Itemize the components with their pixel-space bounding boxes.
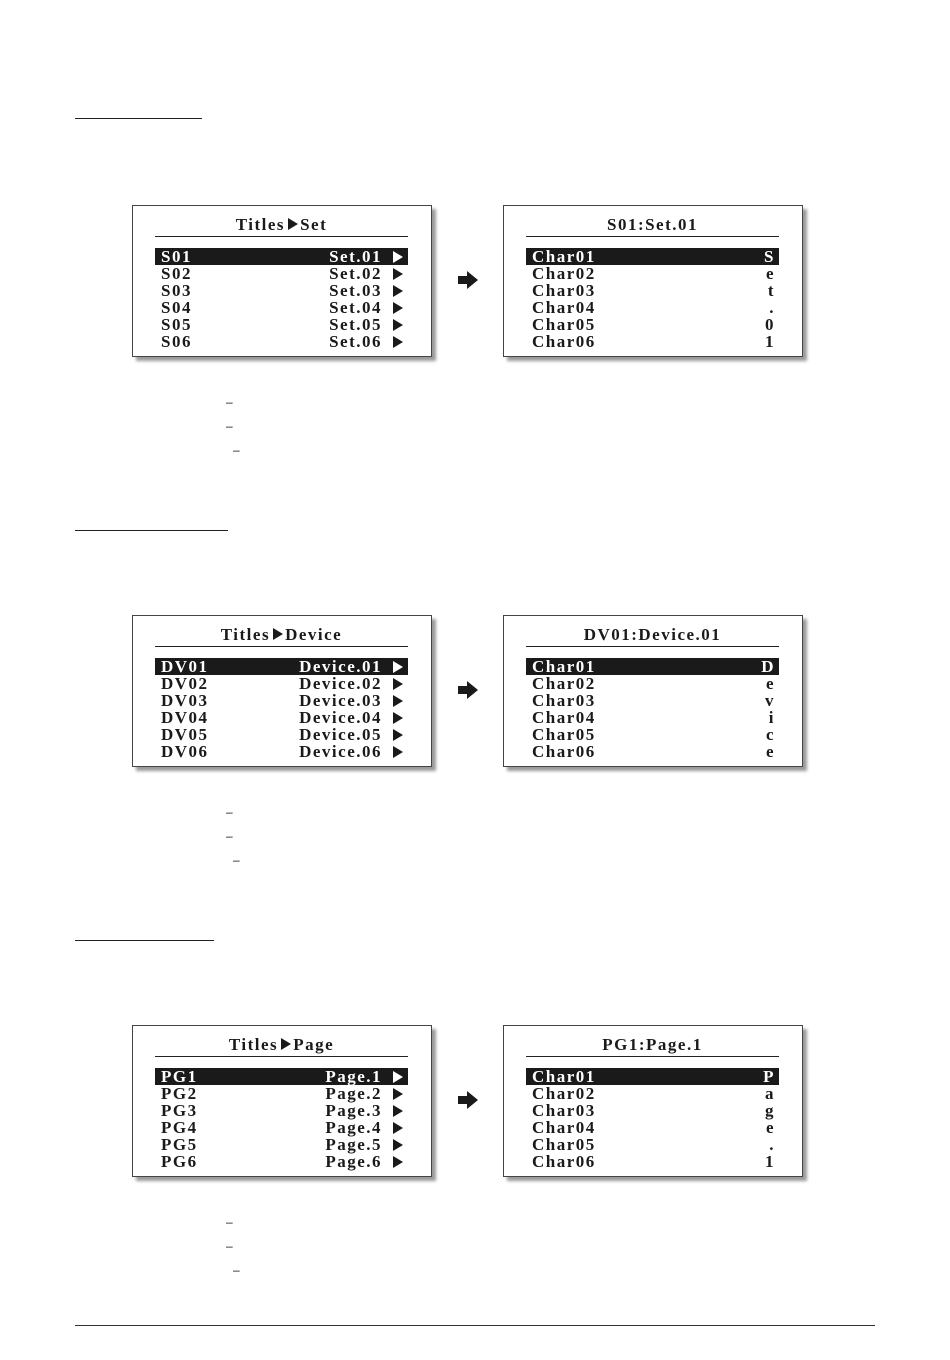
row-value: e — [765, 264, 775, 283]
menu-row[interactable] — [155, 692, 408, 709]
row-key: DV06 — [161, 742, 209, 761]
menu-row[interactable] — [155, 743, 408, 760]
row-value: Set.06 — [329, 332, 382, 351]
row-value: e — [765, 674, 775, 693]
menu-row[interactable] — [155, 675, 408, 692]
play-triangle-icon — [288, 218, 298, 230]
row-key: Char02 — [532, 674, 596, 693]
row-key: Char03 — [532, 281, 596, 300]
row-value: e — [765, 1118, 775, 1137]
dash-mark: – — [226, 805, 233, 819]
right-arrow-icon — [393, 746, 403, 758]
char-row-selected[interactable] — [526, 658, 779, 675]
menu-row[interactable] — [155, 1085, 408, 1102]
row-key: Char06 — [532, 1152, 596, 1171]
row-value: . — [769, 298, 775, 317]
menu-row[interactable] — [155, 1119, 408, 1136]
row-value: e — [765, 742, 775, 761]
char-row[interactable] — [526, 1102, 779, 1119]
row-key: Char01 — [532, 657, 596, 676]
row-value: Device.05 — [299, 725, 382, 744]
char-row[interactable] — [526, 282, 779, 299]
right-arrow-icon — [393, 251, 403, 263]
right-arrow-icon — [393, 678, 403, 690]
row-value: . — [769, 1135, 775, 1154]
row-value: a — [765, 1084, 775, 1103]
row-key: Char01 — [532, 247, 596, 266]
row-value: c — [765, 725, 775, 744]
row-key: DV02 — [161, 674, 209, 693]
section-heading-underline — [75, 940, 214, 941]
row-key: Char03 — [532, 691, 596, 710]
title-prefix: Titles — [220, 625, 271, 644]
row-value: Set.03 — [329, 281, 382, 300]
row-value: Set.02 — [329, 264, 382, 283]
row-value: 0 — [765, 315, 775, 334]
title-suffix: Page — [293, 1035, 335, 1054]
char-row[interactable] — [526, 316, 779, 333]
row-key: S02 — [161, 264, 192, 283]
flow-arrow-icon — [457, 270, 479, 290]
char-row[interactable] — [526, 1153, 779, 1170]
char-list — [526, 248, 779, 350]
lcd-titles-set-screen — [132, 205, 432, 357]
dash-mark: – — [226, 1215, 233, 1229]
row-value: Device.04 — [299, 708, 382, 727]
screen-title: PG1:Page.1 — [526, 1034, 779, 1057]
menu-row-selected[interactable] — [155, 658, 408, 675]
lcd-set-char-screen — [503, 205, 803, 357]
row-value: Device.01 — [299, 657, 382, 676]
play-triangle-icon — [273, 628, 283, 640]
row-key: S05 — [161, 315, 192, 334]
right-arrow-icon — [393, 1122, 403, 1134]
row-key: DV03 — [161, 691, 209, 710]
row-key: DV05 — [161, 725, 209, 744]
menu-row[interactable] — [155, 709, 408, 726]
row-key: Char04 — [532, 708, 596, 727]
row-value: Set.01 — [329, 247, 382, 266]
screen-title — [155, 1034, 408, 1057]
row-key: PG3 — [161, 1101, 198, 1120]
row-value: Page.5 — [325, 1135, 382, 1154]
title-prefix: Titles — [228, 1035, 279, 1054]
row-key: PG4 — [161, 1118, 198, 1137]
row-value: Device.03 — [299, 691, 382, 710]
menu-list — [155, 248, 408, 350]
dash-mark: – — [226, 1239, 233, 1253]
row-value: Set.05 — [329, 315, 382, 334]
screen-title — [155, 624, 408, 647]
menu-list — [155, 1068, 408, 1170]
right-arrow-icon — [393, 1156, 403, 1168]
row-key: DV01 — [161, 657, 209, 676]
menu-row[interactable] — [155, 1136, 408, 1153]
row-value: t — [767, 281, 775, 300]
row-key: PG6 — [161, 1152, 198, 1171]
right-arrow-icon — [393, 1105, 403, 1117]
row-key: S06 — [161, 332, 192, 351]
menu-row[interactable] — [155, 265, 408, 282]
dash-mark: – — [226, 419, 233, 433]
dash-mark: – — [233, 1263, 240, 1277]
title-prefix: Titles — [235, 215, 286, 234]
char-row[interactable] — [526, 1085, 779, 1102]
char-row[interactable] — [526, 692, 779, 709]
menu-row[interactable] — [155, 299, 408, 316]
char-list — [526, 1068, 779, 1170]
dash-mark: – — [233, 853, 240, 867]
row-value: Device.06 — [299, 742, 382, 761]
row-key: Char01 — [532, 1067, 596, 1086]
menu-row-selected[interactable] — [155, 1068, 408, 1085]
row-key: Char02 — [532, 264, 596, 283]
right-arrow-icon — [393, 1088, 403, 1100]
char-row[interactable] — [526, 1136, 779, 1153]
footer-divider — [75, 1325, 875, 1326]
row-key: S01 — [161, 247, 192, 266]
screen-title: DV01:Device.01 — [526, 624, 779, 647]
row-key: Char03 — [532, 1101, 596, 1120]
char-row[interactable] — [526, 299, 779, 316]
play-triangle-icon — [281, 1038, 291, 1050]
row-key: Char04 — [532, 298, 596, 317]
menu-row-selected[interactable] — [155, 248, 408, 265]
flow-arrow-icon — [457, 680, 479, 700]
right-arrow-icon — [393, 1071, 403, 1083]
row-value: Page.1 — [325, 1067, 382, 1086]
row-value: 1 — [765, 1152, 775, 1171]
char-row-selected[interactable] — [526, 1068, 779, 1085]
row-value: D — [761, 657, 775, 676]
right-arrow-icon — [393, 336, 403, 348]
lcd-device-char-screen — [503, 615, 803, 767]
right-arrow-icon — [393, 268, 403, 280]
row-value: Page.3 — [325, 1101, 382, 1120]
dash-mark: – — [226, 829, 233, 843]
screen-title — [155, 214, 408, 237]
dash-mark: – — [233, 443, 240, 457]
row-key: Char05 — [532, 1135, 596, 1154]
char-row-selected[interactable] — [526, 248, 779, 265]
row-value: Page.6 — [325, 1152, 382, 1171]
row-key: PG5 — [161, 1135, 198, 1154]
dash-mark: – — [226, 395, 233, 409]
menu-row[interactable] — [155, 282, 408, 299]
screen-title: S01:Set.01 — [526, 214, 779, 237]
menu-row[interactable] — [155, 1153, 408, 1170]
row-value: Page.2 — [325, 1084, 382, 1103]
menu-row[interactable] — [155, 316, 408, 333]
row-key: PG2 — [161, 1084, 198, 1103]
row-value: g — [765, 1101, 775, 1120]
right-arrow-icon — [393, 285, 403, 297]
title-suffix: Device — [285, 625, 343, 644]
section-heading-underline — [75, 118, 202, 119]
char-row[interactable] — [526, 726, 779, 743]
row-value: P — [763, 1067, 775, 1086]
row-key: Char02 — [532, 1084, 596, 1103]
row-value: v — [765, 691, 775, 710]
row-key: Char04 — [532, 1118, 596, 1137]
row-value: S — [764, 247, 775, 266]
row-key: S04 — [161, 298, 192, 317]
row-key: PG1 — [161, 1067, 198, 1086]
row-value: 1 — [765, 332, 775, 351]
char-row[interactable] — [526, 743, 779, 760]
menu-list — [155, 658, 408, 760]
row-key: Char06 — [532, 332, 596, 351]
menu-row[interactable] — [155, 333, 408, 350]
menu-row[interactable] — [155, 726, 408, 743]
right-arrow-icon — [393, 319, 403, 331]
title-suffix: Set — [300, 215, 328, 234]
lcd-titles-device-screen — [132, 615, 432, 767]
char-row[interactable] — [526, 333, 779, 350]
char-list — [526, 658, 779, 760]
char-row[interactable] — [526, 709, 779, 726]
row-value: Set.04 — [329, 298, 382, 317]
row-key: Char05 — [532, 725, 596, 744]
row-value: i — [768, 708, 775, 727]
char-row[interactable] — [526, 1119, 779, 1136]
flow-arrow-icon — [457, 1090, 479, 1110]
lcd-titles-page-screen — [132, 1025, 432, 1177]
right-arrow-icon — [393, 302, 403, 314]
section-heading-underline — [75, 530, 228, 531]
right-arrow-icon — [393, 712, 403, 724]
right-arrow-icon — [393, 695, 403, 707]
row-value: Page.4 — [325, 1118, 382, 1137]
menu-row[interactable] — [155, 1102, 408, 1119]
row-key: DV04 — [161, 708, 209, 727]
right-arrow-icon — [393, 661, 403, 673]
row-key: S03 — [161, 281, 192, 300]
lcd-page-char-screen — [503, 1025, 803, 1177]
row-key: Char05 — [532, 315, 596, 334]
right-arrow-icon — [393, 729, 403, 741]
char-row[interactable] — [526, 265, 779, 282]
char-row[interactable] — [526, 675, 779, 692]
row-value: Device.02 — [299, 674, 382, 693]
row-key: Char06 — [532, 742, 596, 761]
right-arrow-icon — [393, 1139, 403, 1151]
